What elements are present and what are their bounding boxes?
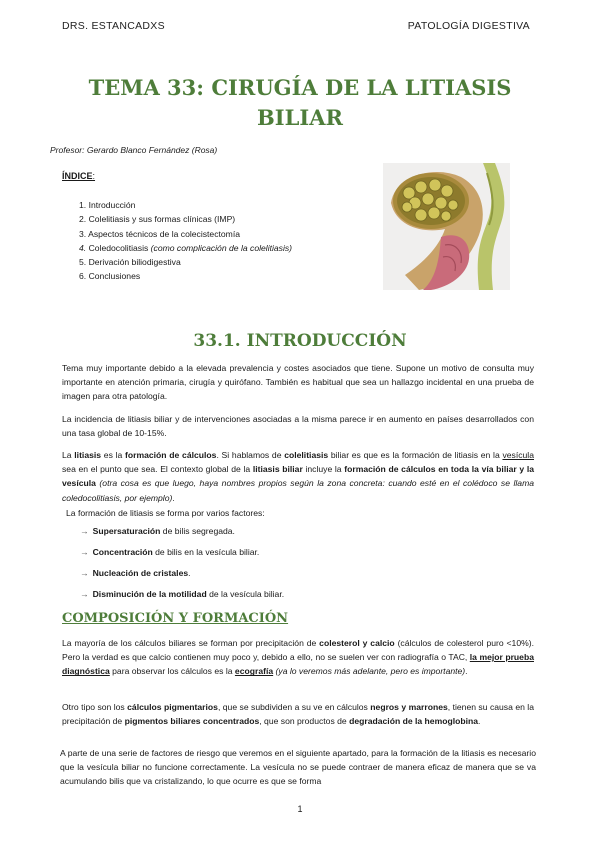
text-run: La mayoría de los cálculos biliares se forman por precipitación de <box>62 638 320 648</box>
factor-item <box>80 587 284 608</box>
text-run: Otro tipo son los <box>62 702 128 712</box>
gallbladder-illustration-icon <box>383 163 510 290</box>
paragraph-7: A parte de una serie de factores de riesgo que veremos en el siguiente apartado, para la formación de la litiasis es necesario que la vesícula biliar no funcione correctamente. La vesícula no se puede contraer de manera eficaz de manera que se va acumulando bilis que va cristalizando, lo que ocurre es que se forma <box>60 748 536 787</box>
index-item <box>79 255 292 269</box>
index-item <box>79 212 292 226</box>
text-run-italic: (otra cosa es que luego, haya nombres propios según la zona concreta: cuando esté en el colédoco se llama coledocolitiasis, por ejemplo) <box>62 478 535 503</box>
paragraph-2: La incidencia de litiasis biliar y de intervenciones asociadas a la misma parece ir en aumento en países desarrollados con una tasa global de 10-15%. <box>62 414 534 439</box>
index-colon: : <box>92 171 96 181</box>
index-item-number: 3. <box>79 228 87 239</box>
index-title: ÍNDICE <box>62 171 93 181</box>
text-run: . Si hablamos de <box>216 450 285 460</box>
text-run-underline: vesícula <box>502 450 534 460</box>
paragraph-4: La formación de litiasis se forma por varios factores: <box>66 508 265 518</box>
text-run: para observar los cálculos es la <box>109 666 235 677</box>
arrow-right-icon: → <box>80 526 89 536</box>
text-run: . <box>172 492 175 503</box>
index-item <box>79 269 292 283</box>
text-run-italic: (ya lo veremos más adelante, pero es importante) <box>275 666 466 677</box>
factor-rest: de bilis segregada. <box>160 526 235 536</box>
factor-item <box>80 524 284 545</box>
text-run: sea en el punto que sea. El contexto global de la <box>62 464 253 475</box>
factor-rest: de bilis en la vesícula biliar. <box>152 547 260 557</box>
text-run: es la <box>101 450 126 460</box>
arrow-right-icon: → <box>80 589 89 599</box>
factor-rest: . <box>188 568 191 578</box>
index-item <box>79 198 292 212</box>
paragraph-3 <box>62 448 534 505</box>
index-item-number: 1. <box>79 200 87 210</box>
index-item-extra: (como complicación de la colelitiasis) <box>150 242 293 253</box>
professor-line: Profesor: Gerardo Blanco Fernández (Rosa) <box>50 145 218 155</box>
factor-item <box>80 566 284 587</box>
text-run: . <box>478 716 481 727</box>
text-run-bold: litiasis <box>74 450 102 460</box>
gallbladder-gallstones-illustration <box>383 163 510 290</box>
text-run-bold-underline: ecografía <box>234 666 274 677</box>
text-run: biliar es que es la formación de litiasis en la <box>328 450 503 460</box>
text-run-bold: formación de cálculos en toda la vía biliar y la vesícula <box>62 464 534 489</box>
page-title <box>40 73 560 133</box>
factor-bold: Nucleación de cristales <box>92 568 189 578</box>
factor-bold: Concentración <box>92 547 153 557</box>
text-run: incluye la <box>302 464 345 475</box>
index-item-text: Colelitiasis y sus formas clínicas (IMP) <box>88 214 236 225</box>
text-run: La <box>62 450 75 460</box>
factor-item <box>80 545 284 566</box>
text-run-bold-underline: la mejor prueba diagnóstica <box>62 652 534 677</box>
index-heading <box>62 171 95 181</box>
factor-bold: Disminución de la motilidad <box>92 589 207 599</box>
index-item-text: Conclusiones <box>88 271 141 282</box>
text-run: . <box>465 666 468 677</box>
index-item-text: Aspectos técnicos de la colecistectomía <box>88 228 240 239</box>
title-line-2: BILIAR <box>257 105 343 130</box>
index-item-text: Introducción <box>88 200 136 210</box>
text-run-bold: degradación de la hemoglobina <box>349 716 479 727</box>
text-run-bold: negros y marrones <box>370 702 448 712</box>
text-run: (cálculos de colesterol puro <10%). Pero la verdad es que calcio contienen muy poco y, debido a ello, no se suelen ver con radiografía o TAC, <box>62 638 535 663</box>
index-item-text: Coledocolitiasis <box>88 242 149 253</box>
text-run-bold: colesterol y calcio <box>319 638 395 648</box>
text-run-bold: formación de cálculos <box>125 450 217 460</box>
paragraph-6 <box>62 700 534 728</box>
text-run-bold: cálculos pigmentarios <box>127 702 218 712</box>
text-run-bold: pigmentos biliares concentrados <box>124 716 260 727</box>
index-item-text: Derivación biliodigestiva <box>88 257 181 268</box>
index-item-number: 4. <box>79 242 87 253</box>
arrow-right-icon: → <box>80 568 89 578</box>
index-list <box>79 198 292 284</box>
arrow-right-icon: → <box>80 547 89 557</box>
text-run: , tienen su causa en la precipitación de <box>62 702 534 727</box>
index-item-number: 2. <box>79 214 87 225</box>
text-run: , que son productos de <box>259 716 350 727</box>
index-item-number: 6. <box>79 271 87 282</box>
text-run-bold: colelitiasis <box>284 450 329 460</box>
paragraph-1: Tema muy importante debido a la elevada prevalencia y costes asociados que tiene. Supone un motivo de consulta muy importante en atención primaria, cirugía y quirófano. También es habitual que sea un hallazgo incidental en una prueba de imagen para otra patología. <box>62 363 534 402</box>
index-item <box>79 227 292 241</box>
section-heading-introduccion: 33.1. INTRODUCCIÓN <box>193 331 407 351</box>
index-item-number: 5. <box>79 257 87 268</box>
index-item <box>79 241 292 255</box>
page-number: 1 <box>297 804 303 814</box>
header-left: DRS. ESTANCADXS <box>62 20 165 32</box>
text-run-bold: litiasis biliar <box>252 464 303 475</box>
paragraph-5 <box>62 636 534 679</box>
header-right: PATOLOGÍA DIGESTIVA <box>407 20 530 32</box>
factor-list <box>80 524 284 608</box>
text-run: , que se subdividen a su ve en cálculos <box>217 702 371 712</box>
title-line-1: TEMA 33: CIRUGÍA DE LA LITIASIS <box>88 75 512 100</box>
section-heading-composicion: COMPOSICIÓN Y FORMACIÓN <box>62 611 289 626</box>
factor-rest: de la vesícula biliar. <box>206 589 285 599</box>
factor-bold: Supersaturación <box>92 526 161 536</box>
